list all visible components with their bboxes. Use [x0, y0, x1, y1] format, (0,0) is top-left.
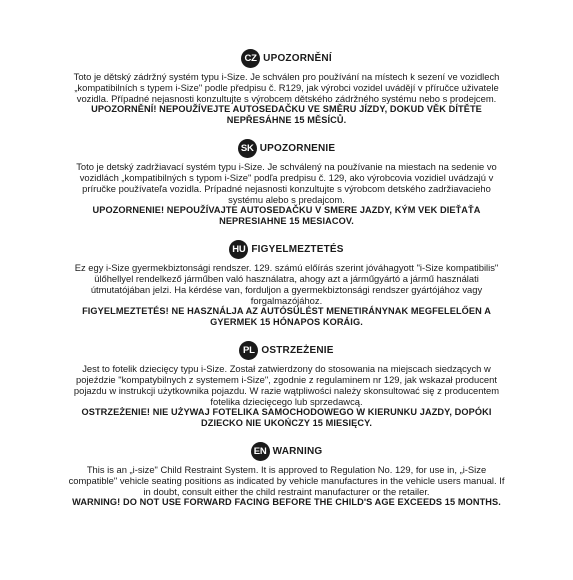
- section-heading: [0, 138, 573, 158]
- section-warning: OSTRZEŻENIE! NIE UŻYWAJ FOTELIKA SAMOCHODOWEGO W KIERUNKU JAZDY, DOPÓKI DZIECKO NIE UKOŃCZY 15 MIESIĘCY.: [81, 407, 492, 428]
- language-badge: SK: [238, 139, 257, 158]
- section-title: FIGYELMEZTETÉS: [251, 243, 344, 255]
- section-title: UPOZORNENIE: [259, 142, 336, 154]
- section-body: Jest to fotelik dziecięcy typu i-Size. Został zatwierdzony do stosowania na miejscach siedzących w pojeździe "kompatybilnych z systemem i-Size", zgodnie z regulaminem nr 129, jak wskazał producent pojazdu w instrukcji użytkownika pojazdu. W razie wątpliwości należy skonsultować się z producentem fotelika dziecięcego lub sprzedawcą.: [73, 363, 500, 407]
- section-heading: [0, 239, 573, 259]
- section-sk: [0, 138, 573, 227]
- section-body: Ez egy i-Size gyermekbiztonsági rendszer. 129. számú előírás szerint jóváhagyott "i-Size kompatibilis" ülőhellyel rendelkező járműben való használatra, ahogy azt a járműgyártó a jármű használati útmutatójában jelzi. Ha kérdése van, forduljon a gyermekbiztonsági rendszer gyártójához vagy forgalmazójához.: [74, 262, 499, 306]
- section-title: UPOZORNĚNÍ: [263, 52, 332, 64]
- section-warning: UPOZORNENIE! NEPOUŽÍVAJTE AUTOSEDAČKU V SMERE JAZDY, KÝM VEK DIEŤAŤA NEPRESIAHNE 15 MESIACOV.: [92, 205, 481, 226]
- section-en: [0, 441, 573, 508]
- section-warning: UPOZORNĚNÍ! NEPOUŽÍVEJTE AUTOSEDAČKU VE SMĚRU JÍZDY, DOKUD VĚK DÍTĚTE NEPŘESÁHNE 15 MĚSÍCŮ.: [91, 104, 482, 125]
- section-hu: [0, 239, 573, 328]
- language-badge: PL: [239, 341, 258, 360]
- section-heading: [0, 340, 573, 360]
- section-pl: [0, 340, 573, 429]
- section-body: Toto je detský zadržiavací systém typu i-Size. Je schválený na používanie na miestach na sedenie vo vozidlách „kompatibilných s typom i-Size" podľa predpisu č. 129, ako výrobcovia vozidiel uvádzajú v príručke používateľa vozidla. Prípadné nejasnosti konzultujte s výrobcom detského zadržiavacieho systému alebo s predajcom.: [76, 161, 497, 205]
- section-body: Toto je dětský zádržný systém typu i-Size. Je schválen pro používání na místech k sezení ve vozidlech „kompatibilních s typem i-Size" podle předpisu č. R129, jak výrobci vozidel uvádějí v příručce uživatele vozidla. Případné nejasnosti konzultujte s výrobcem dětského zádržného systému nebo s prodejcem.: [73, 71, 500, 104]
- section-title: WARNING: [272, 445, 323, 457]
- section-warning: WARNING! DO NOT USE FORWARD FACING BEFORE THE CHILD'S AGE EXCEEDS 15 MONTHS.: [72, 497, 501, 507]
- section-body: This is an „i-size" Child Restraint System. It is approved to Regulation No. 129, for use in, „i-Size compatible" vehicle seating positions as indicated by vehicle manufactures in the vehicle users manual. If in doubt, consult either the child restraint manufacturer or the retailer.: [68, 464, 505, 497]
- language-badge: EN: [251, 442, 270, 461]
- section-warning: FIGYELMEZTETÉS! NE HASZNÁLJA AZ AUTÓSÜLÉST MENETIRÁNYNAK MEGFELELŐEN A GYERMEK 15 HÓNAPOS KORÁIG.: [82, 306, 491, 327]
- section-title: OSTRZEŻENIE: [261, 344, 334, 356]
- language-badge: CZ: [241, 49, 260, 68]
- section-heading: [0, 48, 573, 68]
- section-heading: [0, 441, 573, 461]
- language-badge: HU: [229, 240, 248, 259]
- section-cz: [0, 48, 573, 126]
